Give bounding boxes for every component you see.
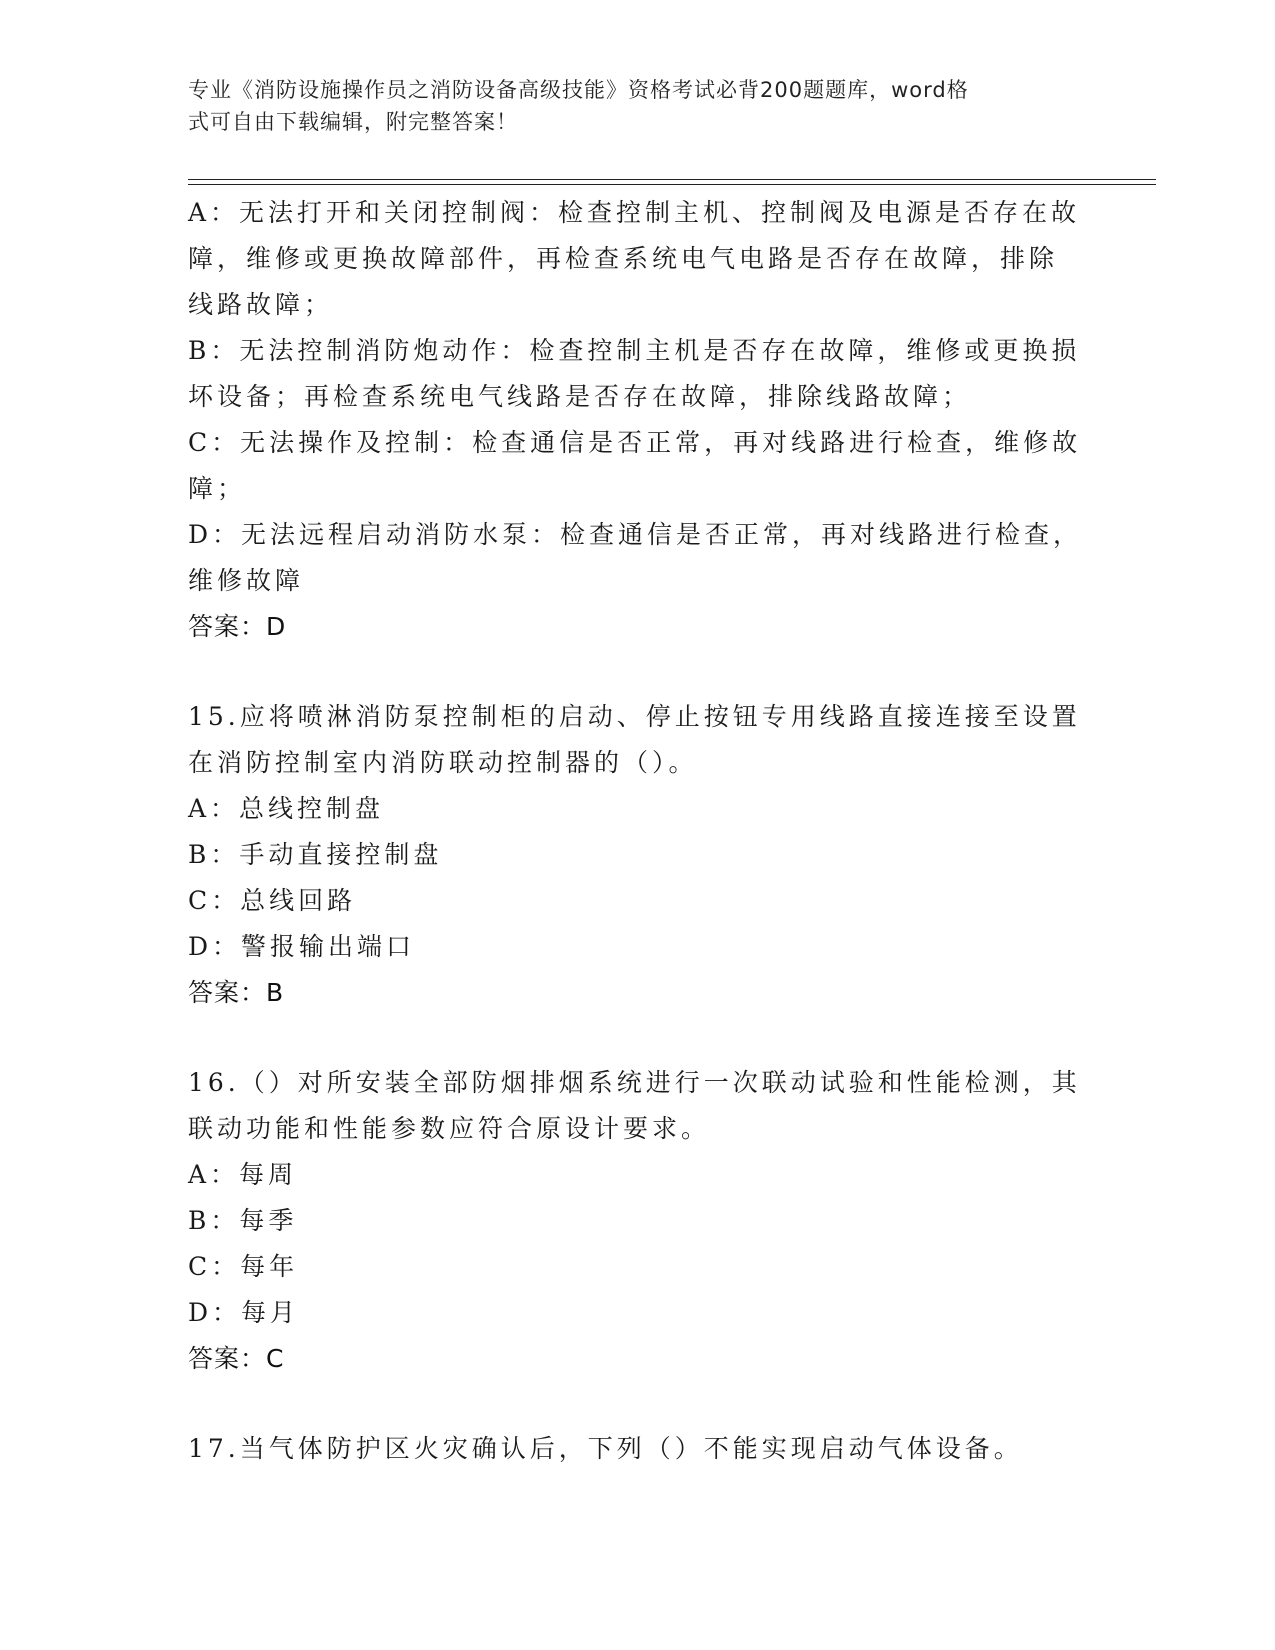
question-stem-line-1: 15.应将喷淋消防泵控制柜的启动、停止按钮专用线路直接连接至设置: [188, 702, 1081, 731]
question-stem-line-2: 联动功能和性能参数应符合原设计要求。: [188, 1114, 711, 1143]
answer-14: 答案：D: [188, 612, 287, 641]
answer-16: 答案：C: [188, 1344, 285, 1373]
option-c-line-1: C：无法操作及控制：检查通信是否正常，再对线路进行检查，维修故: [188, 428, 1082, 457]
spacer: [188, 650, 1078, 694]
option-a: A：每周: [188, 1160, 298, 1189]
question-17: [188, 1426, 1078, 1472]
spacer: [188, 1382, 1078, 1426]
option-c-line-2: 障；: [188, 474, 247, 503]
option-d-line-1: D：无法远程启动消防水泵：检查通信是否正常，再对线路进行检查，: [188, 520, 1083, 549]
header-line-1: 专业《消防设施操作员之消防设备高级技能》资格考试必背200题题库，word格: [188, 78, 969, 102]
option-b: B：每季: [188, 1206, 298, 1235]
question-15: [188, 694, 1081, 1016]
option-c: C：每年: [188, 1252, 299, 1281]
header-divider-top: [188, 179, 1156, 180]
option-a-line-1: A：无法打开和关闭控制阀：检查控制主机、控制阀及电源是否存在故: [188, 198, 1081, 227]
spacer: [188, 1016, 1078, 1060]
option-b-line-2: 坏设备；再检查系统电气线路是否存在故障，排除线路故障；: [188, 382, 972, 411]
option-a: A：总线控制盘: [188, 794, 385, 823]
option-d: D：每月: [188, 1298, 300, 1327]
question-16: [188, 1060, 1081, 1382]
header-line-2: 式可自由下载编辑，附完整答案！: [188, 110, 518, 134]
option-c: C：总线回路: [188, 886, 357, 915]
document-header: [188, 74, 1088, 138]
option-a-line-2: 障，维修或更换故障部件，再检查系统电气电路是否存在故障，排除: [188, 244, 1059, 273]
header-divider-bottom: [188, 184, 1156, 185]
question-stem: 17.当气体防护区火灾确认后，下列（）不能实现启动气体设备。: [188, 1434, 1023, 1463]
option-d: D：警报输出端口: [188, 932, 416, 961]
option-b-line-1: B：无法控制消防炮动作：检查控制主机是否存在故障，维修或更换损: [188, 336, 1081, 365]
document-body: [188, 190, 1083, 1472]
option-d-line-2: 维修故障: [188, 566, 305, 595]
question-14: [188, 190, 1083, 650]
answer-15: 答案：B: [188, 978, 285, 1007]
question-stem-line-2: 在消防控制室内消防联动控制器的（）。: [188, 748, 698, 777]
option-a-line-3: 线路故障；: [188, 290, 334, 319]
question-stem-line-1: 16.（）对所安装全部防烟排烟系统进行一次联动试验和性能检测，其: [188, 1068, 1081, 1097]
option-b: B：手动直接控制盘: [188, 840, 443, 869]
